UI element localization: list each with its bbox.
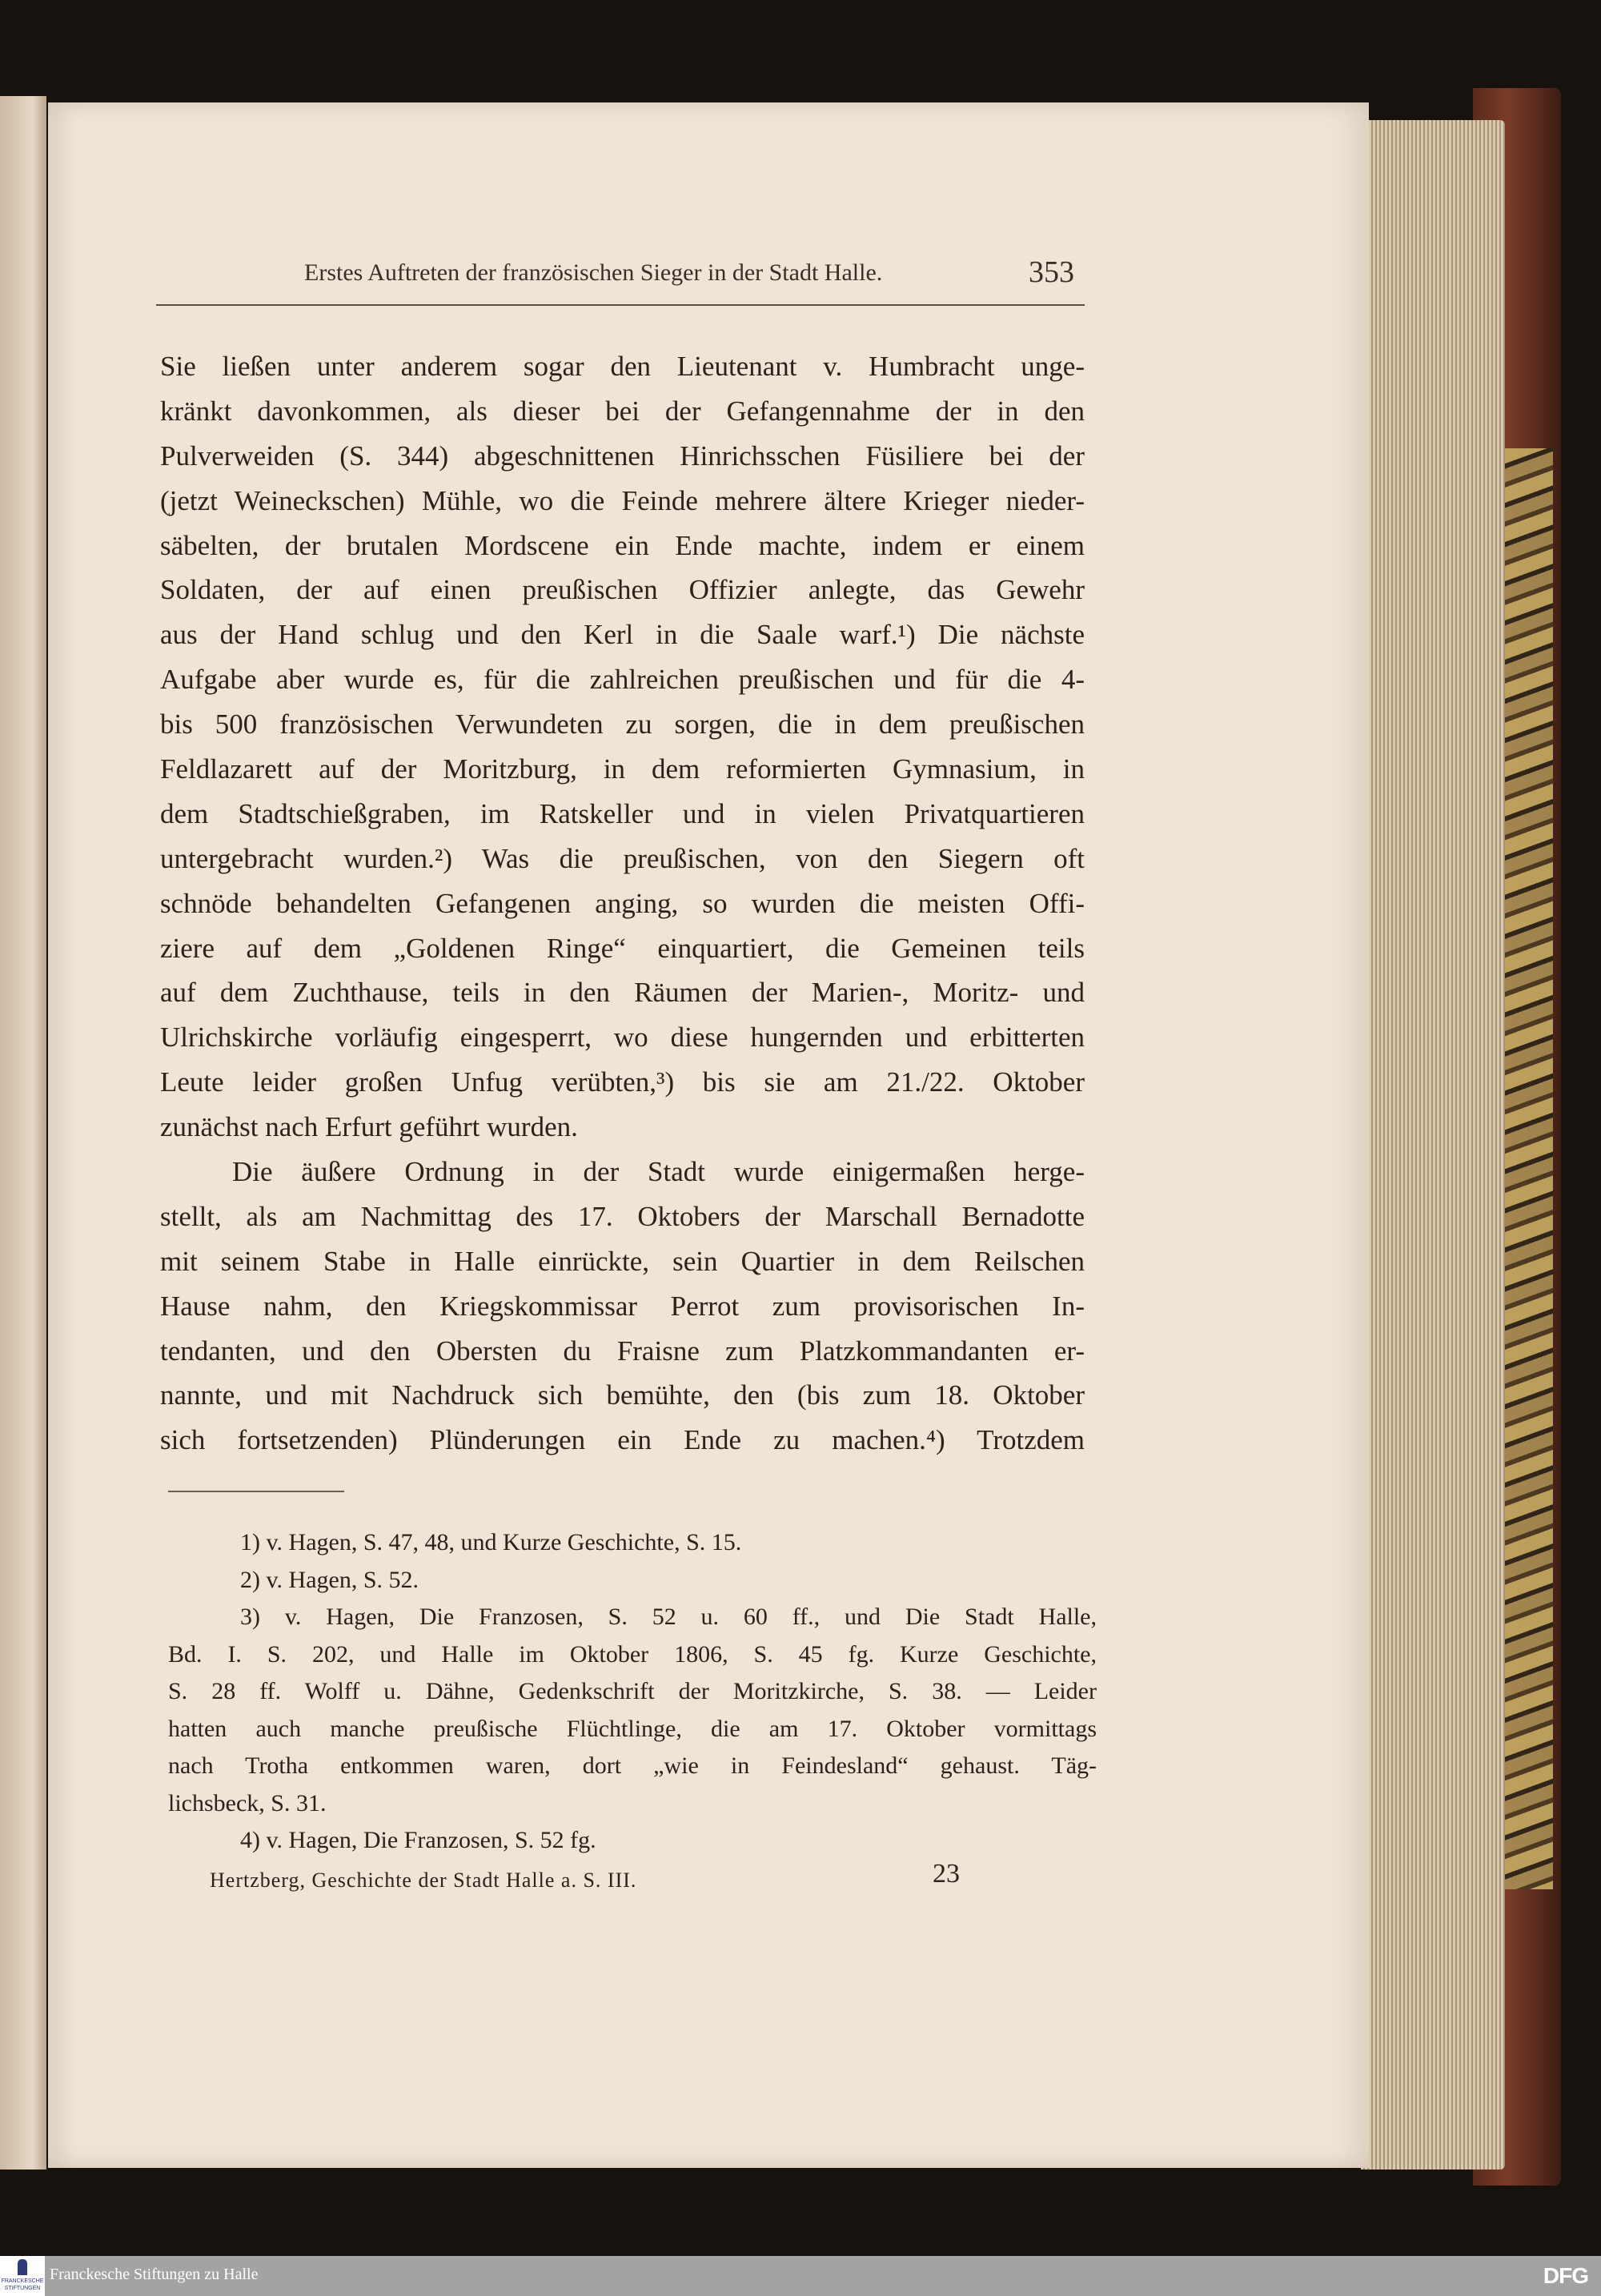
- dfg-logo: DFG: [1543, 2263, 1588, 2288]
- footnote-line: 2) v. Hagen, S. 52.: [240, 1566, 419, 1593]
- body-line: stellt, als am Nachmittag des 17. Oktobers der Marschall Bernadotte: [160, 1200, 1085, 1232]
- body-line: säbelten, der brutalen Mordscene ein Ende machte, indem er einem: [160, 529, 1085, 561]
- body-line: Die äußere Ordnung in der Stadt wurde einigermaßen herge-: [232, 1156, 1085, 1188]
- body-line: Feldlazarett auf der Moritzburg, in dem reformierten Gymnasium, in: [160, 753, 1085, 785]
- page-number: 353: [1029, 255, 1074, 289]
- footnote-line: 4) v. Hagen, Die Franzosen, S. 52 fg.: [240, 1827, 596, 1853]
- body-line: zunächst nach Erfurt geführt wurden.: [160, 1111, 578, 1143]
- body-line: aus der Hand schlug und den Kerl in die Saale warf.¹) Die nächste: [160, 619, 1085, 651]
- footnote-line: Bd. I. S. 202, und Halle im Oktober 1806, S. 45 fg. Kurze Geschichte,: [168, 1640, 1097, 1668]
- signature-line: Hertzberg, Geschichte der Stadt Halle a. S. III.: [210, 1869, 637, 1892]
- body-line: sich fortsetzenden) Plünderungen ein Ende zu machen.⁴) Trotzdem: [160, 1424, 1085, 1456]
- body-line: (jetzt Weineckschen) Mühle, wo die Feinde mehrere ältere Krieger nieder-: [160, 484, 1085, 516]
- body-line: Leute leider großen Unfug verübten,³) bis sie am 21./22. Oktober: [160, 1066, 1085, 1098]
- body-line: kränkt davonkommen, als dieser bei der Gefangennahme der in den: [160, 395, 1085, 427]
- institution-logo: [0, 2256, 45, 2296]
- body-line: dem Stadtschießgraben, im Ratskeller und in vielen Privatquartieren: [160, 797, 1085, 829]
- footnote-line: lichsbeck, S. 31.: [168, 1789, 327, 1816]
- body-line: ziere auf dem „Goldenen Ringe“ einquartiert, die Gemeinen teils: [160, 932, 1085, 964]
- institution-name: Franckesche Stiftungen zu Halle: [50, 2266, 259, 2283]
- logo-figure-icon: [18, 2259, 27, 2275]
- footnote-rule: [168, 1491, 344, 1492]
- footnote-line: S. 28 ff. Wolff u. Dähne, Gedenkschrift der Moritzkirche, S. 38. — Leider: [168, 1678, 1097, 1704]
- footnote-line: hatten auch manche preußische Flüchtlinge, die am 17. Oktober vormittags: [168, 1715, 1097, 1742]
- running-head: Erstes Auftreten der französischen Sieger in der Stadt Halle.: [304, 259, 883, 286]
- body-line: schnöde behandelten Gefangenen anging, so wurden die meisten Offi-: [160, 887, 1085, 919]
- body-line: tendanten, und den Obersten du Fraisne zum Platzkommandanten er-: [160, 1335, 1085, 1367]
- body-line: Aufgabe aber wurde es, für die zahlreichen preußischen und für die 4-: [160, 664, 1085, 696]
- body-line: nannte, und mit Nachdruck sich bemühte, den (bis zum 18. Oktober: [160, 1379, 1085, 1411]
- body-line: mit seinem Stabe in Halle einrückte, sein Quartier in dem Reilschen: [160, 1245, 1085, 1277]
- body-text: [160, 344, 1085, 1463]
- header-rule: [156, 304, 1085, 306]
- sheet-number: 23: [933, 1859, 960, 1889]
- body-line: auf dem Zuchthause, teils in den Räumen der Marien-, Moritz- und: [160, 977, 1085, 1009]
- body-line: bis 500 französischen Verwundeten zu sorgen, die in dem preußischen: [160, 708, 1085, 741]
- logo-text: FRANCKESCHE STIFTUNGEN: [1, 2278, 44, 2291]
- footnote-line: 1) v. Hagen, S. 47, 48, und Kurze Geschichte, S. 15.: [240, 1529, 742, 1555]
- body-line: untergebracht wurden.²) Was die preußischen, von den Siegern oft: [160, 842, 1085, 874]
- footnote-line: 3) v. Hagen, Die Franzosen, S. 52 u. 60 ff., und Die Stadt Halle,: [240, 1604, 1097, 1630]
- footnote-line: nach Trotha entkommen waren, dort „wie in Feindesland“ gehaust. Täg-: [168, 1752, 1097, 1779]
- page-stack-edge: [1361, 120, 1505, 2170]
- body-line: Pulverweiden (S. 344) abgeschnittenen Hinrichsschen Füsiliere bei der: [160, 440, 1085, 472]
- body-line: Sie ließen unter anderem sogar den Lieutenant v. Humbracht unge-: [160, 351, 1085, 382]
- body-line: Ulrichskirche vorläufig eingesperrt, wo diese hungernden und erbitterten: [160, 1022, 1085, 1054]
- marbled-endpaper: [1505, 448, 1553, 1889]
- previous-page-edge: [0, 96, 46, 2170]
- footer-bar: [0, 2256, 1601, 2296]
- body-line: Soldaten, der auf einen preußischen Offizier anlegte, das Gewehr: [160, 574, 1085, 606]
- footnotes: [168, 1524, 1097, 1860]
- body-line: Hause nahm, den Kriegskommissar Perrot zum provisorischen In-: [160, 1290, 1085, 1322]
